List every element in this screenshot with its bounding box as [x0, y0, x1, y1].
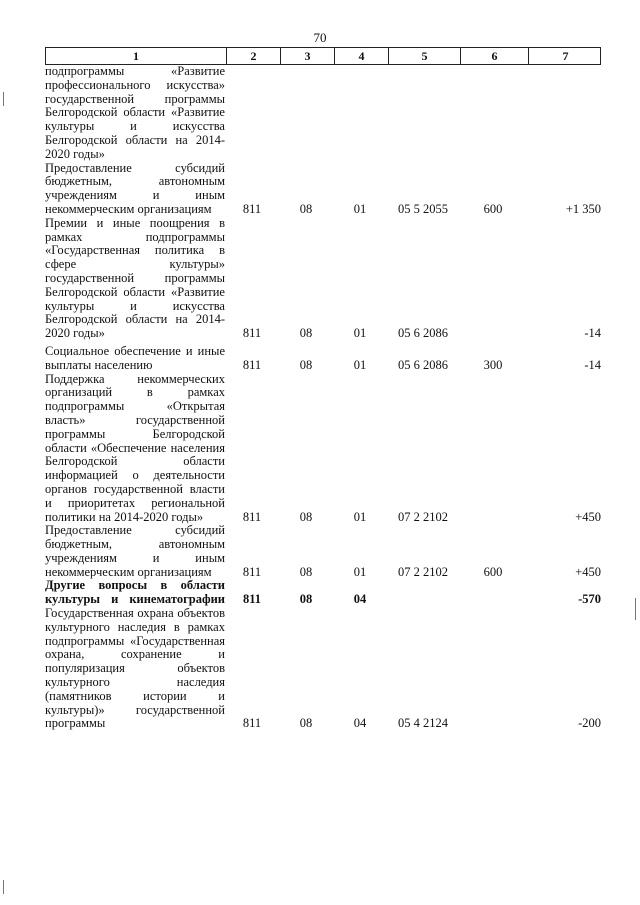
row-cell-2: 811: [242, 201, 262, 216]
row-cell-4: 04: [353, 716, 367, 731]
row-cell-4: 01: [353, 357, 367, 372]
table-row: [45, 65, 601, 162]
column-header: 4: [334, 48, 388, 64]
row-cell-4: 01: [353, 509, 367, 524]
budget-table: [45, 47, 601, 731]
row-cell-5: 05 6 2086: [398, 357, 448, 372]
row-cell-5: 05 6 2086: [398, 326, 448, 341]
row-cell-2: 811: [242, 357, 262, 372]
row-cell-5: 07 2 2102: [398, 509, 448, 524]
row-cell-3: 08: [299, 509, 313, 524]
scan-mark: [635, 598, 636, 620]
row-cell-7: -14: [584, 326, 601, 341]
row-cell-7: +450: [575, 564, 601, 579]
table-row: [45, 162, 601, 217]
row-cell-2: 811: [242, 564, 262, 579]
row-name: Поддержка некоммерческих организаций в рамках подпрограммы «Открытая власть» государственной программы Белгородской области «Обеспечение населения Белгородской области информацией о деятельности органов государственной власти и приоритетах региональной политики на 2014-2020 годы»: [45, 371, 225, 524]
row-name: подпрограммы «Развитие профессионального искусства» государственной программы Белгородской области «Развитие культуры и искусства Белгородской области на 2014-2020 годы»: [45, 64, 225, 161]
row-cell-7: +1 350: [565, 201, 601, 216]
row-name: Предоставление субсидий бюджетным, автономным учреждениям и иным некоммерческим организациям: [45, 160, 225, 216]
row-cell-2: 811: [242, 509, 262, 524]
row-cell-4: 04: [353, 592, 367, 607]
table-row: [45, 217, 601, 341]
scan-mark: [3, 92, 4, 106]
row-name: Другие вопросы в области культуры и кинематографии: [45, 578, 225, 607]
row-cell-4: 01: [353, 201, 367, 216]
row-cell-3: 08: [299, 564, 313, 579]
row-cell-3: 08: [299, 716, 313, 731]
row-cell-5: 05 4 2124: [398, 716, 448, 731]
row-cell-6: 300: [483, 357, 503, 372]
table-row: [45, 524, 601, 579]
column-header: 7: [528, 48, 602, 64]
column-header: 1: [133, 49, 139, 63]
table-row: [45, 345, 601, 373]
row-cell-5: 07 2 2102: [398, 564, 448, 579]
table-body: [45, 65, 601, 731]
row-cell-3: 08: [299, 201, 313, 216]
row-name: Социальное обеспечение и иные выплаты населению: [45, 343, 225, 372]
row-cell-3: 08: [299, 326, 313, 341]
column-header: 2: [226, 48, 280, 64]
table-row: [45, 373, 601, 525]
row-cell-6: 600: [483, 564, 503, 579]
row-cell-3: 08: [299, 357, 313, 372]
scan-mark: [3, 880, 4, 894]
row-name: Предоставление субсидий бюджетным, автономным учреждениям и иным некоммерческим организациям: [45, 523, 225, 579]
row-cell-7: -14: [584, 357, 601, 372]
row-cell-6: 600: [483, 201, 503, 216]
row-name: Премии и иные поощрения в рамках подпрограммы «Государственная политика в сфере культуры» государственной программы Белгородской области «Развитие культуры и искусства Белгородской области на 2014-2020 годы»: [45, 215, 225, 341]
column-header: 3: [280, 48, 334, 64]
row-cell-2: 811: [242, 592, 262, 607]
row-cell-4: 01: [353, 326, 367, 341]
column-header: 6: [460, 48, 528, 64]
row-cell-3: 08: [299, 592, 313, 607]
row-name: Государственная охрана объектов культурного наследия в рамках подпрограммы «Государственная охрана, сохранение и популяризация объектов культурного наследия (памятников истории и культуры)» государственной программы: [45, 606, 225, 731]
column-header: 5: [388, 48, 460, 64]
page-number: 70: [313, 30, 327, 45]
row-cell-4: 01: [353, 564, 367, 579]
table-row: [45, 579, 601, 607]
row-cell-7: -570: [578, 592, 601, 607]
row-cell-7: -200: [578, 716, 601, 731]
row-cell-7: +450: [575, 509, 601, 524]
row-cell-2: 811: [242, 326, 262, 341]
table-row: [45, 607, 601, 731]
row-cell-2: 811: [242, 716, 262, 731]
table-header: [45, 47, 601, 65]
row-cell-5: 05 5 2055: [398, 201, 448, 216]
